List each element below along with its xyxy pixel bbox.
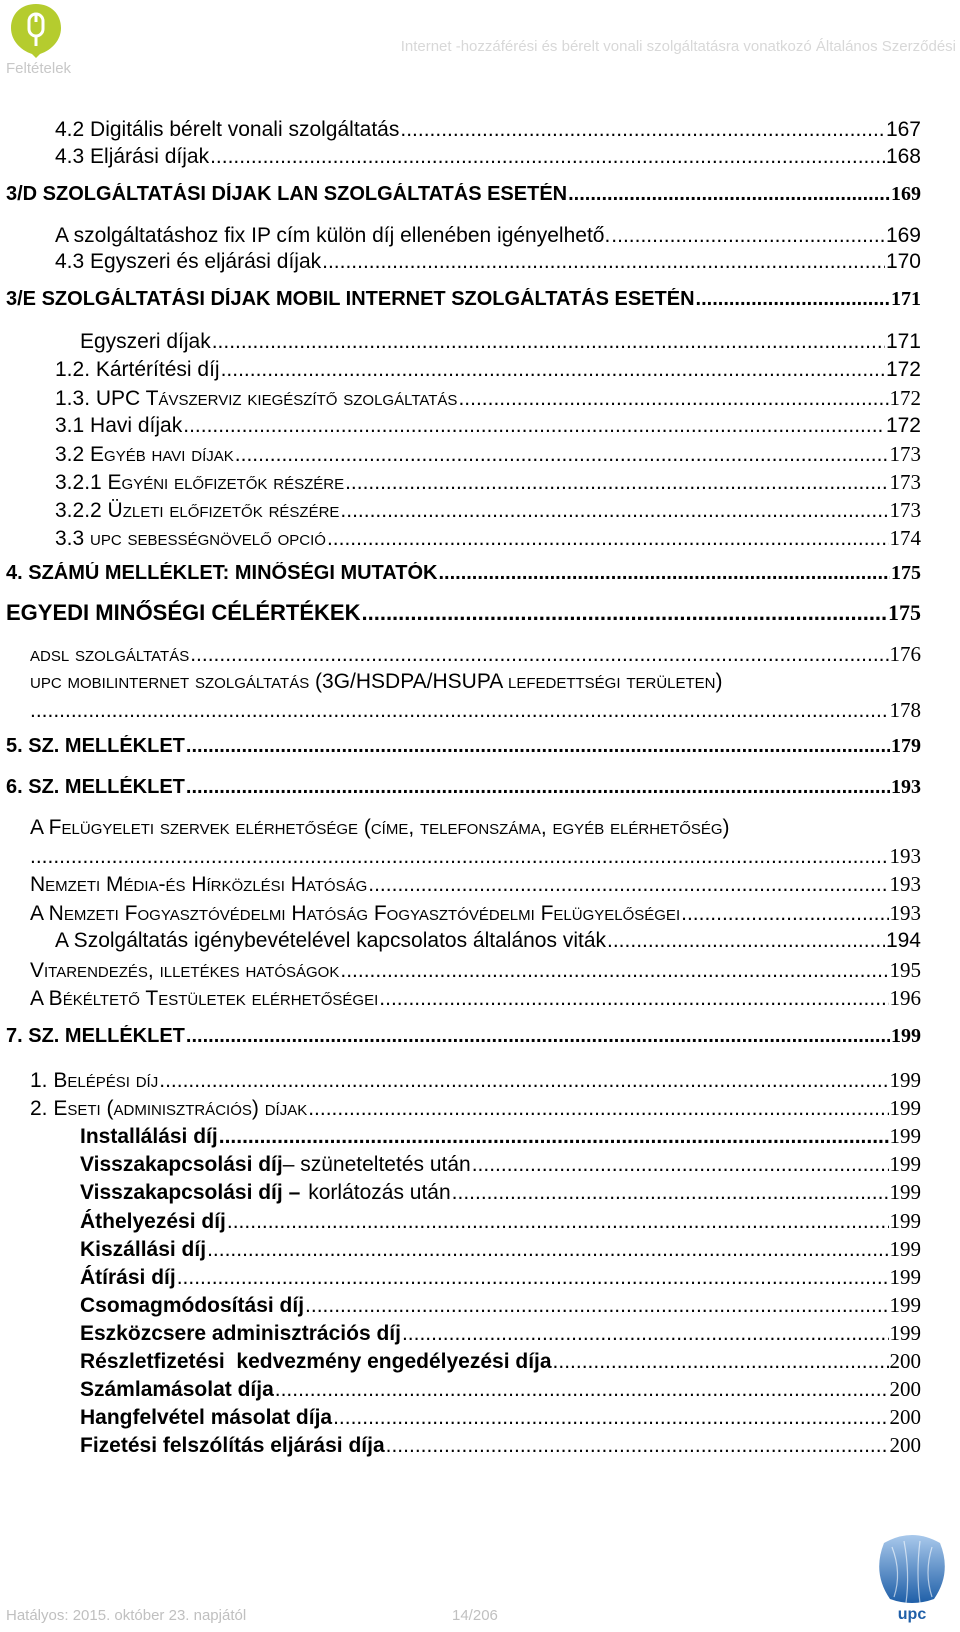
toc-entry[interactable]: adsl szolgáltatás ..... 176 bbox=[30, 642, 921, 667]
toc-entry[interactable]: Fizetési felszólítás eljárási díja ..... 200 bbox=[80, 1433, 921, 1458]
toc-entry[interactable]: Egyszeri díjak ..... 171 bbox=[80, 330, 921, 354]
toc-entry[interactable]: 1.3. UPC Távszerviz kiegészítő szolgáltatás ..... 172 bbox=[55, 386, 921, 411]
toc-entry[interactable]: 4.3 Egyszeri és eljárási díjak ..... 170 bbox=[55, 250, 921, 274]
toc-entry[interactable]: 3.2.2 Üzleti előfizetők részére ..... 173 bbox=[55, 498, 921, 523]
header-title-continued: Feltételek bbox=[6, 60, 72, 77]
toc-entry[interactable]: 4.3 Eljárási díjak ..... 168 bbox=[55, 145, 921, 169]
toc-entry[interactable]: 2. Eseti (adminisztrációs) díjak ..... 199 bbox=[30, 1096, 921, 1121]
toc-entry[interactable]: Visszakapcsolási díj – szüneteltetés után ..... 199 bbox=[80, 1152, 921, 1177]
toc-entry[interactable]: Kiszállási díj ..... 199 bbox=[80, 1237, 921, 1262]
toc-entry[interactable]: EGYEDI MINŐSÉGI CÉLÉRTÉKEK ..... 175 bbox=[6, 600, 921, 626]
toc-entry[interactable]: upc mobilinternet szolgáltatás (3G/HSDPA/HSUPA lefedettségi területen) bbox=[30, 670, 723, 693]
toc-entry[interactable]: 3.2.1 Egyéni előfizetők részére ..... 173 bbox=[55, 470, 921, 495]
toc-entry[interactable]: 6. SZ. MELLÉKLET ..... 193 bbox=[6, 776, 921, 799]
toc-entry[interactable]: Hangfelvétel másolat díja ..... 200 bbox=[80, 1405, 921, 1430]
toc-entry[interactable]: A Felügyeleti szervek elérhetősége (címe, telefonszáma, egyéb elérhetőség) bbox=[30, 816, 730, 839]
toc-entry[interactable]: A Nemzeti Fogyasztóvédelmi Hatóság Fogyasztóvédelmi Felügyelőségei ..... 193 bbox=[30, 901, 921, 926]
toc-entry[interactable]: Eszközcsere adminisztrációs díj ..... 199 bbox=[80, 1321, 921, 1346]
toc-entry[interactable]: 7. SZ. MELLÉKLET ..... 199 bbox=[6, 1025, 921, 1048]
toc-entry[interactable]: 5. SZ. MELLÉKLET ..... 179 bbox=[6, 735, 921, 758]
toc-entry[interactable]: ..... 193 bbox=[30, 844, 921, 869]
toc-entry[interactable]: Visszakapcsolási díj – korlátozás után ..... 199 bbox=[80, 1180, 921, 1205]
toc-entry[interactable]: Részletfizetési kedvezmény engedélyezési díja ..... 200 bbox=[80, 1349, 921, 1374]
footer-effective-date: Hatályos: 2015. október 23. napjától bbox=[6, 1607, 247, 1624]
toc-entry[interactable]: Átírási díj ..... 199 bbox=[80, 1265, 921, 1290]
toc-entry[interactable]: 3/E SZOLGÁLTATÁSI DÍJAK MOBIL INTERNET SZOLGÁLTATÁS ESETÉN ..... 171 bbox=[6, 288, 921, 311]
header-title: Internet -hozzáférési és bérelt vonali szolgáltatásra vonatkozó Általános Szerződési bbox=[400, 38, 956, 55]
svg-text:upc: upc bbox=[897, 1606, 927, 1623]
toc-entry[interactable]: Vitarendezés, illetékes hatóságok ..... 195 bbox=[30, 958, 921, 983]
toc-entry[interactable]: A Békéltető Testületek elérhetőségei ..... 196 bbox=[30, 986, 921, 1011]
toc-entry[interactable]: A Szolgáltatás igénybevételével kapcsolatos általános viták ..... 194 bbox=[55, 929, 921, 953]
toc-entry[interactable]: Csomagmódosítási díj ..... 199 bbox=[80, 1293, 921, 1318]
toc-entry[interactable]: Számlamásolat díja ..... 200 bbox=[80, 1377, 921, 1402]
upc-logo-icon bbox=[872, 1533, 952, 1623]
toc-entry[interactable]: 4. SZÁMÚ MELLÉKLET: MINŐSÉGI MUTATÓK ..... 175 bbox=[6, 562, 921, 585]
toc-entry[interactable]: 3.3 upc sebességnövelő opció ..... 174 bbox=[55, 526, 921, 551]
toc-entry[interactable]: 1. Belépési díj ..... 199 bbox=[30, 1068, 921, 1093]
toc-entry[interactable]: ..... 178 bbox=[30, 698, 921, 723]
footer-page-number: 14/206 bbox=[452, 1607, 498, 1624]
toc-entry[interactable]: 3.1 Havi díjak ..... 172 bbox=[55, 414, 921, 438]
toc-entry[interactable]: 4.2 Digitális bérelt vonali szolgáltatás ..... 167 bbox=[55, 118, 921, 142]
toc-entry[interactable]: Áthelyezési díj ..... 199 bbox=[80, 1209, 921, 1234]
toc-entry[interactable]: Nemzeti Média-és Hírközlési Hatóság ..... 193 bbox=[30, 872, 921, 897]
toc-entry[interactable]: Installálási díj ..... 199 bbox=[80, 1124, 921, 1149]
toc-entry[interactable]: A szolgáltatáshoz fix IP cím külön díj ellenében igényelhető. ..... 169 bbox=[55, 224, 921, 248]
toc-entry[interactable]: 3.2 Egyéb havi díjak ..... 173 bbox=[55, 442, 921, 467]
toc-entry[interactable]: 1.2. Kártérítési díj ..... 172 bbox=[55, 358, 921, 382]
toc-entry[interactable]: 3/D SZOLGÁLTATÁSI DÍJAK LAN SZOLGÁLTATÁS ESETÉN ..... 169 bbox=[6, 183, 921, 206]
